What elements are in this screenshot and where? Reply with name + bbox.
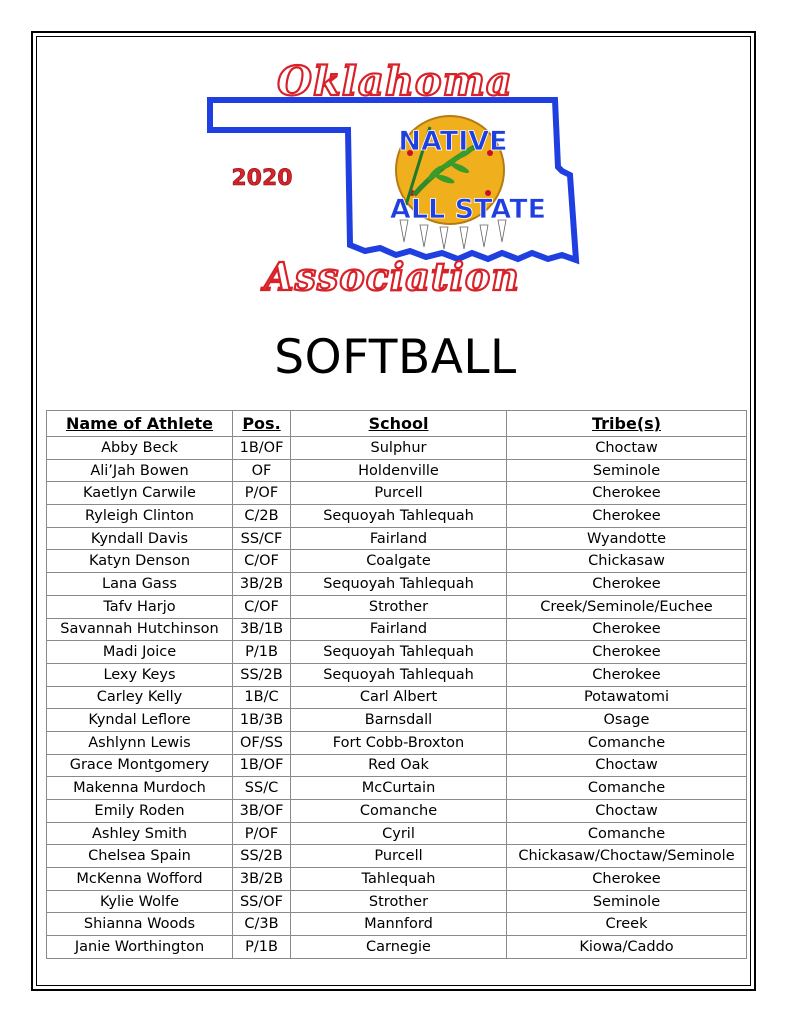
table-row [47, 890, 747, 913]
cell-school: Coalgate [291, 550, 507, 573]
cell-tribes: Cherokee [507, 505, 747, 528]
table-row [47, 913, 747, 936]
logo-line-allstate: ALL STATE [389, 194, 547, 225]
cell-school: Holdenville [291, 459, 507, 482]
cell-school: Sequoyah Tahlequah [291, 505, 507, 528]
cell-athlete-name: Makenna Murdoch [47, 777, 233, 800]
roster-body [47, 437, 747, 959]
cell-athlete-name: Lana Gass [47, 573, 233, 596]
cell-tribes: Osage [507, 709, 747, 732]
table-row [47, 936, 747, 959]
cell-athlete-name: Abby Beck [47, 437, 233, 460]
table-row [47, 595, 747, 618]
cell-position: 1B/OF [233, 437, 291, 460]
table-row [47, 618, 747, 641]
cell-position: P/1B [233, 936, 291, 959]
cell-position: SS/2B [233, 845, 291, 868]
cell-athlete-name: Tafv Harjo [47, 595, 233, 618]
cell-school: Sequoyah Tahlequah [291, 663, 507, 686]
table-row [47, 845, 747, 868]
cell-tribes: Comanche [507, 822, 747, 845]
cell-tribes: Comanche [507, 731, 747, 754]
cell-position: OF/SS [233, 731, 291, 754]
header-school: School [291, 411, 507, 437]
logo-bottom-word: Association [264, 254, 520, 299]
logo-year: 2020 [231, 166, 293, 191]
cell-school: Sequoyah Tahlequah [291, 573, 507, 596]
cell-tribes: Cherokee [507, 663, 747, 686]
cell-position: P/OF [233, 482, 291, 505]
cell-position: P/OF [233, 822, 291, 845]
cell-athlete-name: Lexy Keys [47, 663, 233, 686]
cell-school: Comanche [291, 800, 507, 823]
cell-athlete-name: Kyndal Leflore [47, 709, 233, 732]
table-row [47, 505, 747, 528]
cell-school: Strother [291, 890, 507, 913]
cell-position: 3B/1B [233, 618, 291, 641]
cell-position: SS/CF [233, 527, 291, 550]
logo-line-native: NATIVE [398, 126, 508, 157]
cell-school: Cyril [291, 822, 507, 845]
table-row [47, 777, 747, 800]
table-row [47, 459, 747, 482]
table-row [47, 573, 747, 596]
cell-athlete-name: Kyndall Davis [47, 527, 233, 550]
cell-position: 3B/2B [233, 573, 291, 596]
cell-athlete-name: Savannah Hutchinson [47, 618, 233, 641]
cell-athlete-name: Ashley Smith [47, 822, 233, 845]
table-header-row [47, 411, 747, 437]
table-row [47, 482, 747, 505]
table-row [47, 731, 747, 754]
cell-tribes: Creek [507, 913, 747, 936]
table-row [47, 822, 747, 845]
cell-school: Purcell [291, 845, 507, 868]
cell-position: 3B/2B [233, 868, 291, 891]
cell-position: C/OF [233, 595, 291, 618]
cell-position: SS/OF [233, 890, 291, 913]
cell-school: Mannford [291, 913, 507, 936]
table-row [47, 641, 747, 664]
cell-school: Sulphur [291, 437, 507, 460]
cell-position: 1B/3B [233, 709, 291, 732]
table-row [47, 437, 747, 460]
cell-tribes: Cherokee [507, 573, 747, 596]
cell-athlete-name: Katyn Denson [47, 550, 233, 573]
page-title: SOFTBALL [274, 330, 517, 385]
table-row [47, 709, 747, 732]
cell-tribes: Seminole [507, 890, 747, 913]
table-row [47, 663, 747, 686]
cell-athlete-name: Chelsea Spain [47, 845, 233, 868]
logo-top-word: Oklahoma [277, 58, 513, 105]
cell-tribes: Cherokee [507, 641, 747, 664]
header-tribes: Tribe(s) [507, 411, 747, 437]
cell-position: 3B/OF [233, 800, 291, 823]
table-row [47, 800, 747, 823]
cell-tribes: Choctaw [507, 754, 747, 777]
cell-tribes: Cherokee [507, 618, 747, 641]
cell-athlete-name: Emily Roden [47, 800, 233, 823]
cell-school: Carnegie [291, 936, 507, 959]
cell-tribes: Chickasaw/Choctaw/Seminole [507, 845, 747, 868]
cell-athlete-name: Ryleigh Clinton [47, 505, 233, 528]
cell-school: Sequoyah Tahlequah [291, 641, 507, 664]
cell-position: P/1B [233, 641, 291, 664]
cell-athlete-name: Carley Kelly [47, 686, 233, 709]
cell-position: 1B/C [233, 686, 291, 709]
cell-tribes: Seminole [507, 459, 747, 482]
cell-position: C/OF [233, 550, 291, 573]
cell-school: Carl Albert [291, 686, 507, 709]
cell-athlete-name: Madi Joice [47, 641, 233, 664]
cell-athlete-name: Grace Montgomery [47, 754, 233, 777]
cell-school: Tahlequah [291, 868, 507, 891]
header-athlete: Name of Athlete [47, 411, 233, 437]
cell-tribes: Comanche [507, 777, 747, 800]
cell-school: Purcell [291, 482, 507, 505]
cell-school: Strother [291, 595, 507, 618]
header-position: Pos. [233, 411, 291, 437]
cell-tribes: Kiowa/Caddo [507, 936, 747, 959]
association-logo [200, 55, 590, 300]
cell-athlete-name: Kaetlyn Carwile [47, 482, 233, 505]
cell-tribes: Choctaw [507, 437, 747, 460]
cell-position: SS/2B [233, 663, 291, 686]
table-row [47, 754, 747, 777]
cell-tribes: Chickasaw [507, 550, 747, 573]
cell-athlete-name: Shianna Woods [47, 913, 233, 936]
table-row [47, 527, 747, 550]
cell-tribes: Creek/Seminole/Euchee [507, 595, 747, 618]
cell-position: C/2B [233, 505, 291, 528]
cell-tribes: Cherokee [507, 482, 747, 505]
cell-tribes: Choctaw [507, 800, 747, 823]
cell-athlete-name: Ali’Jah Bowen [47, 459, 233, 482]
cell-tribes: Cherokee [507, 868, 747, 891]
cell-position: C/3B [233, 913, 291, 936]
cell-athlete-name: Janie Worthington [47, 936, 233, 959]
table-row [47, 868, 747, 891]
cell-position: OF [233, 459, 291, 482]
cell-athlete-name: Ashlynn Lewis [47, 731, 233, 754]
cell-position: SS/C [233, 777, 291, 800]
cell-athlete-name: Kylie Wolfe [47, 890, 233, 913]
cell-position: 1B/OF [233, 754, 291, 777]
cell-school: Fairland [291, 527, 507, 550]
cell-school: Red Oak [291, 754, 507, 777]
cell-school: Fort Cobb-Broxton [291, 731, 507, 754]
cell-school: Fairland [291, 618, 507, 641]
cell-athlete-name: McKenna Wofford [47, 868, 233, 891]
cell-tribes: Potawatomi [507, 686, 747, 709]
roster-table [46, 410, 747, 959]
table-row [47, 686, 747, 709]
cell-tribes: Wyandotte [507, 527, 747, 550]
table-row [47, 550, 747, 573]
cell-school: Barnsdall [291, 709, 507, 732]
cell-school: McCurtain [291, 777, 507, 800]
